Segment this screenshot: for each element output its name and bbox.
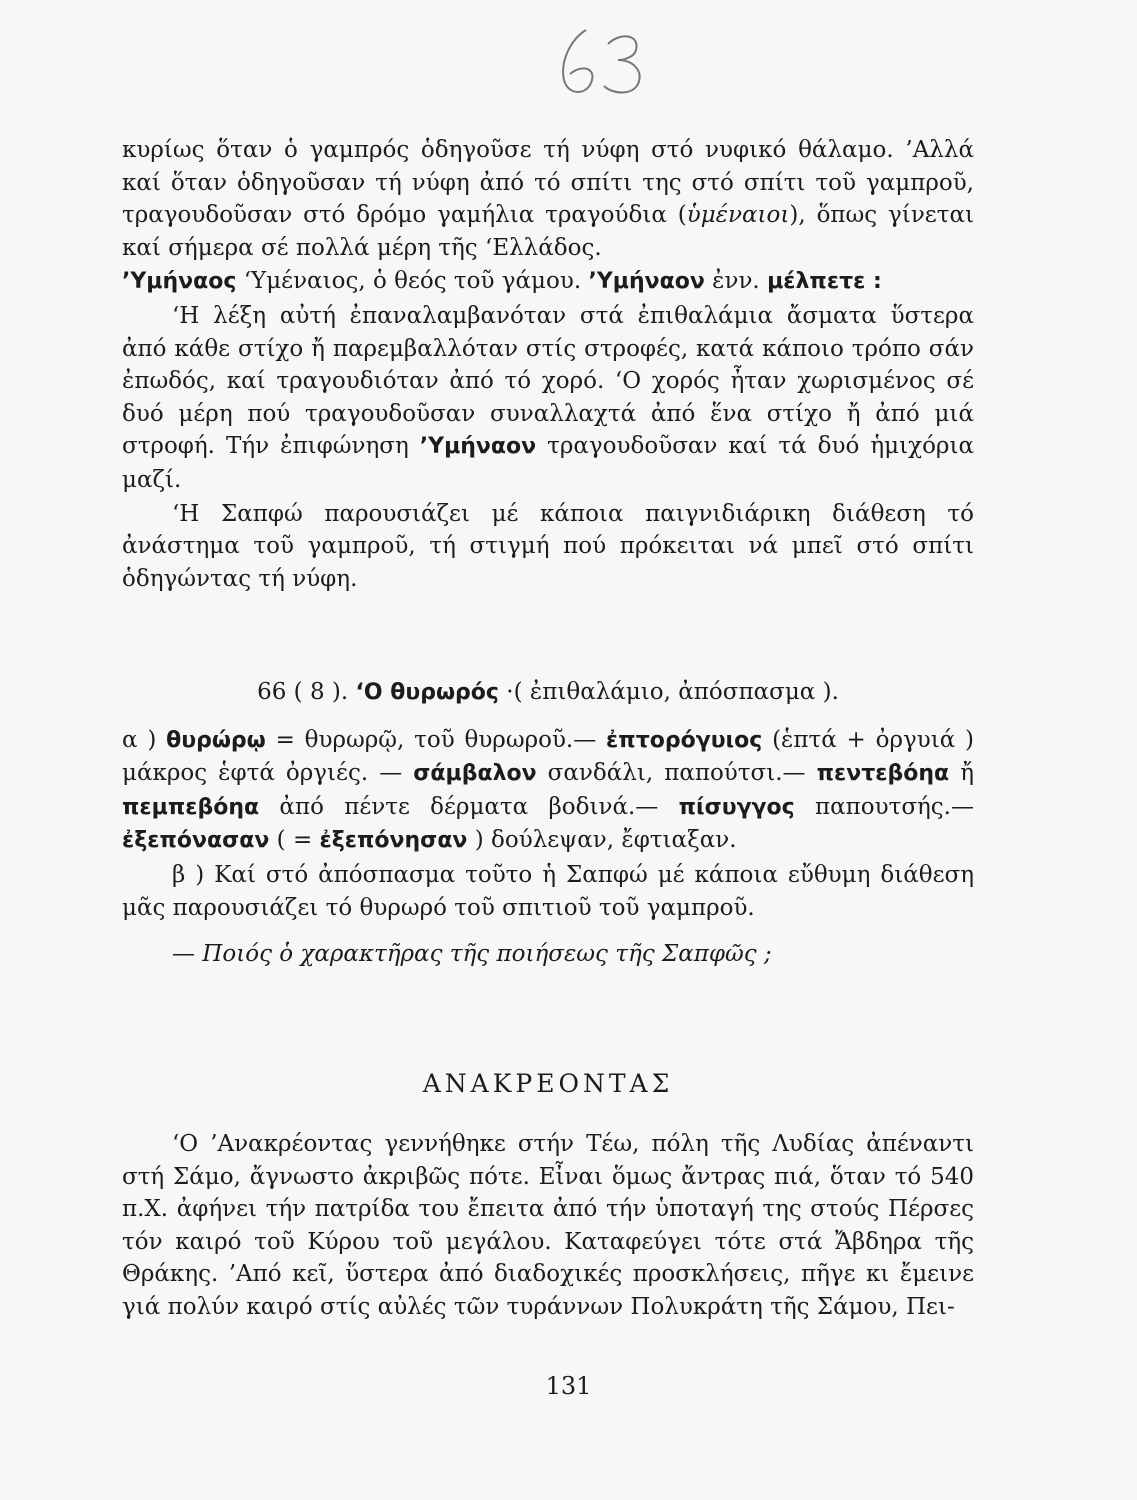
paragraph-anacreon: ‘Ο ’Ανακρέοντας γεννήθηκε στήν Τέω, πόλη τῆς Λυδίας ἀπέναντι στή Σάμο, ἄγνωστο ἀκριβῶς πότε. Εἶναι ὅμως ἄντρας πιά, ὅταν τό 540 π.Χ. ἀφήνει τήν πατρίδα του ἔπειτα ἀπό τήν ὑποταγή της στούς Πέρσες τόν καιρό τοῦ Κύρου τοῦ μεγάλου. Καταφεύγει τότε στά Ἄβδηρα τῆς Θράκης. ’Από κεῖ, ὕστερα ἀπό διαδοχικές προσκλήσεις, πῆγε κι ἔμεινε γιά πολύν καιρό στίς αὐλές τῶν τυράννων Πολυκράτη τῆς Σάμου, Πει- xyxy=(122,1131,974,1320)
paragraph-sappho-groom: ‘Η Σαπφώ παρουσιάζει μέ κάποια παιγνιδιάρικη διάθεση τό ἀνάστημα τοῦ γαμπροῦ, τή στιγμή πού πρόκειται νά μπεῖ στό σπίτι ὁδηγώντας τή νύφη. xyxy=(122,500,974,592)
section-heading-anacreon: ΑΝΑΚΡΕΟΝΤΑΣ xyxy=(422,1069,674,1098)
page-number: 131 xyxy=(545,1372,592,1400)
paragraph-b: β ) Καί στό ἀπόσπασμα τοῦτο ἡ Σαπφώ μέ κάποια εὔθυμη διάθεση μᾶς παρουσιάζει τό θυρωρό τοῦ σπιτιοῦ τοῦ γαμπροῦ. xyxy=(122,861,974,921)
gloss-hymenaos: ’Υμήναος ‘Υμέναιος, ὁ θεός τοῦ γάμου. ’Υμήναον ἐνν. μέλπετε : xyxy=(122,268,882,295)
handwritten-page-number xyxy=(548,22,668,102)
section-66-title: 66 ( 8 ). ‘Ο θυρωρός ·( ἐπιθαλάμιο, ἀπόσπασμα ). xyxy=(257,679,839,705)
glossary-a: α ) θυρώρῳ = θυρωρῷ, τοῦ θυρωροῦ.— ἐπτορόγυιος (ἑπτά + ὀργυιά ) μάκρος ἑφτά ὀργιές. — σάμβαλον σανδάλι, παπούτσι.— πεντεβόηα ἤ πεμπεβόηα ἀπό πέντε δέρματα βοδινά.— πίσυγγος παπουτσής.— ἐξεπόνασαν ( = ἐξεπόνησαν ) δούλεψαν, ἔφτιαξαν. xyxy=(122,726,975,854)
paragraph-refrain: ‘Η λέξη αὐτή ἐπαναλαμβανόταν στά ἐπιθαλάμια ἄσματα ὕστερα ἀπό κάθε στίχο ἤ παρεμβαλλόταν στίς στροφές, κατά κάποιο τρόπο σάν ἐπωδός, καί τραγουδιόταν ἀπό τό χορό. ‘Ο χορός ἦταν χωρισμένος σέ δυό μέρη πού τραγουδοῦσαν συναλλαχτά ἀπό ἕνα στίχο ἤ ἀπό μιά στροφή. Τήν ἐπιφώνηση ’Υμήναον τραγουδοῦσαν καί τά δυό ἡμιχόρια μαζί. xyxy=(122,302,974,493)
paragraph-wedding-songs: κυρίως ὅταν ὁ γαμπρός ὁδηγοῦσε τή νύφη στό νυφικό θάλαμο. ’Αλλά καί ὅταν ὁδηγοῦσαν τή νύφη ἀπό τό σπίτι της στό σπίτι τοῦ γαμπροῦ, τραγουδοῦσαν στό δρόμο γαμήλια τραγούδια (ὑμέναιοι), ὅπως γίνεται καί σήμερα σέ πολλά μέρη τῆς ‘Ελλάδος. xyxy=(122,137,974,261)
body-text-anacreon xyxy=(122,1128,974,1324)
question-line: — Ποιός ὁ χαρακτῆρας τῆς ποιήσεως τῆς Σαπφῶς ; xyxy=(172,941,772,968)
body-text-top xyxy=(122,134,974,595)
section-66 xyxy=(122,676,974,971)
